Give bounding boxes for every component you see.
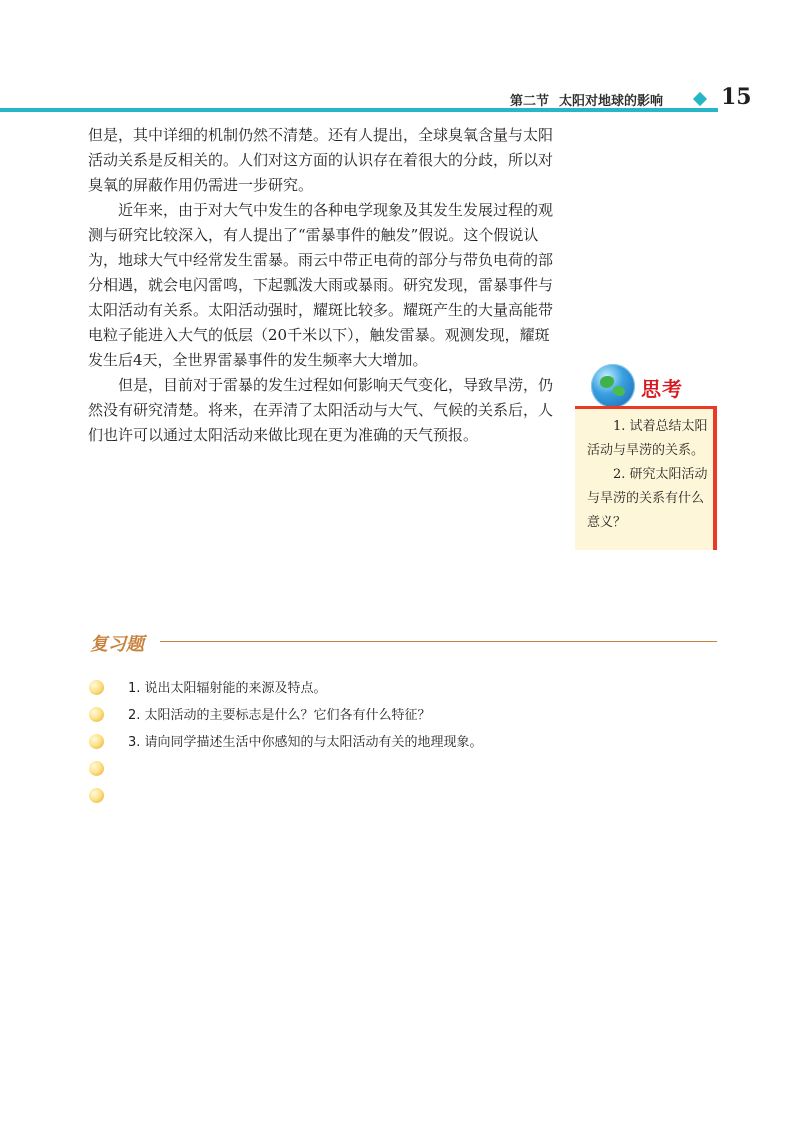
review-question: 2. 太阳活动的主要标志是什么？它们各有什么特征？ [128, 708, 431, 723]
think-content [587, 415, 709, 535]
section-title: 太阳对地球的影响 [559, 94, 664, 109]
globe-icon [591, 364, 635, 408]
think-item: 1. 试着总结太阳活动与旱涝的关系。 [587, 419, 708, 458]
review-divider [160, 641, 717, 642]
paragraph: 但是，目前对于雷暴的发生过程如何影响天气变化，导致旱涝，仍然没有研究清楚。将来，在弄清了太阳活动与大气、气候的关系后，人们也许可以通过太阳活动来做比现在更为准确的天气预报。 [88, 376, 554, 444]
think-item: 2. 研究太阳活动与旱涝的关系有什么意义？ [587, 467, 708, 530]
bullet-icon [89, 707, 104, 722]
review-title: 复习题 [90, 634, 144, 655]
bullet-icon [89, 680, 104, 695]
review-question: 1. 说出太阳辐射能的来源及特点。 [128, 681, 327, 696]
review-question: 3. 请向同学描述生活中你感知的与太阳活动有关的地理现象。 [128, 735, 483, 750]
diamond-icon [693, 92, 707, 106]
paragraph: 但是，其中详细的机制仍然不清楚。还有人提出，全球臭氧含量与太阳活动关系是反相关的。人们对这方面的认识存在着很大的分歧，所以对臭氧的屏蔽作用仍需进一步研究。 [88, 126, 554, 194]
bullet-icon [89, 734, 104, 749]
running-header [510, 90, 663, 109]
paragraph: 近年来，由于对大气中发生的各种电学现象及其发生发展过程的观测与研究比较深入，有人提出了“雷暴事件的触发”假说。这个假说认为，地球大气中经常发生雷暴。雨云中带正电荷的部分与带负电荷的部分相遇，就会电闪雷鸣，下起瓢泼大雨或暴雨。研究发现，雷暴事件与太阳活动有关系。太阳活动强时，耀斑比较多。耀斑产生的大量高能带电粒子能进入大气的低层（20千米以下），触发雷暴。观测发现，耀斑发生后4天，全世界雷暴事件的发生频率大大增加。 [88, 201, 554, 369]
page-number: 15 [721, 84, 752, 110]
bullet-icon [89, 761, 104, 776]
bullet-icon [89, 788, 104, 803]
section-label: 第二节 [510, 94, 550, 109]
think-title: 思考 [641, 377, 683, 401]
main-text [88, 123, 558, 448]
